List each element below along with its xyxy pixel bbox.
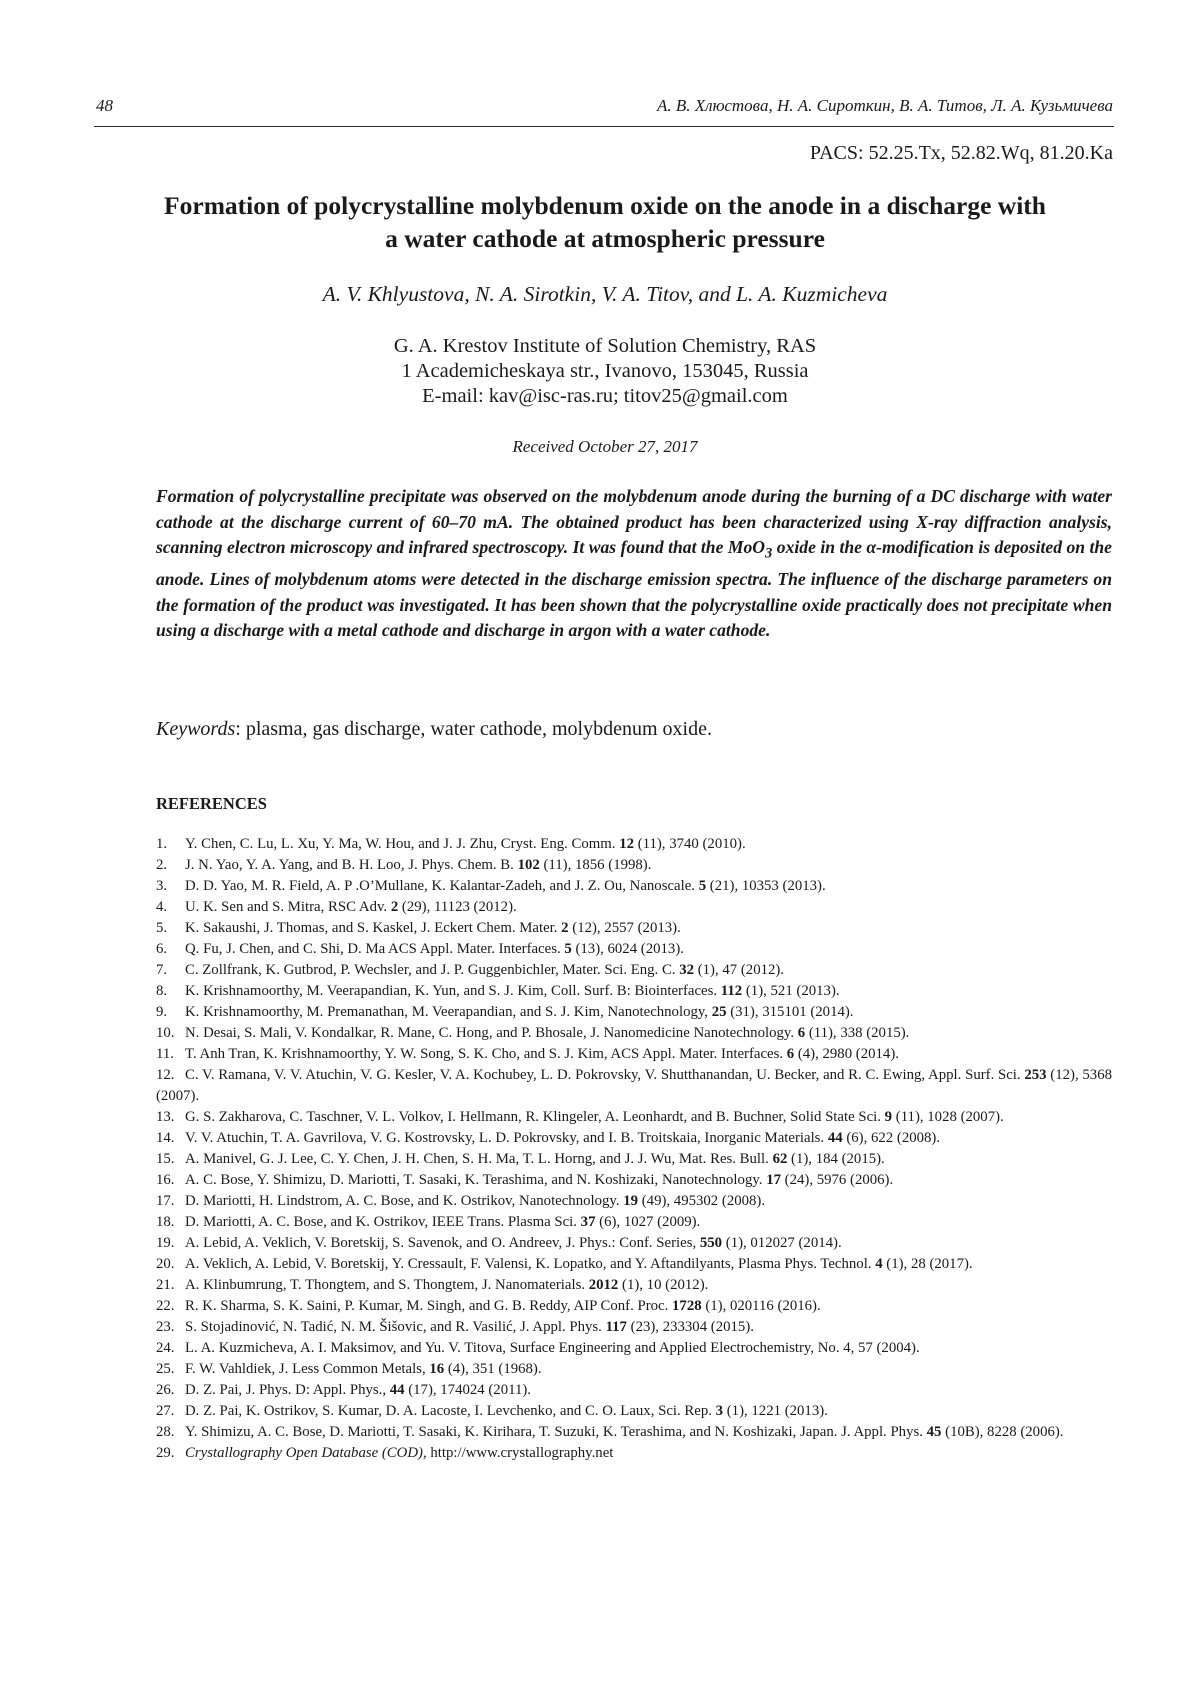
reference-volume: 102 (517, 857, 540, 873)
reference-details: http://www.crystallography.net (426, 1445, 614, 1461)
reference-item (156, 1359, 1112, 1380)
email: E-mail: kav@isc-ras.ru; titov25@gmail.com (422, 385, 788, 407)
reference-volume: 6 (786, 1046, 795, 1062)
reference-number: 19. (156, 1235, 175, 1251)
reference-volume: 117 (605, 1319, 627, 1335)
keywords (156, 715, 1112, 743)
references-list (156, 834, 1112, 1464)
reference-text: D. Mariotti, A. C. Bose, and K. Ostrikov, IEEE Trans. Plasma Sci. (185, 1214, 581, 1230)
reference-number: 1. (156, 836, 168, 852)
reference-item (156, 1275, 1112, 1296)
reference-number: 29. (156, 1445, 175, 1461)
reference-number: 21. (156, 1277, 175, 1293)
reference-text: K. Krishnamoorthy, M. Veerapandian, K. Yun, and S. J. Kim, Coll. Surf. B: Biointerfaces. (185, 983, 721, 999)
reference-item (156, 834, 1112, 855)
title-line: a water cathode at atmospheric pressure (385, 224, 825, 253)
reference-text: C. V. Ramana, V. V. Atuchin, V. G. Kesler, V. A. Kochubey, L. D. Pokrovsky, V. Shutthanandan, U. Becker, and R. C. Ewing, Appl. Surf. Sci. (185, 1067, 1025, 1083)
reference-text: A. Lebid, A. Veklich, V. Boretskij, S. Savenok, and O. Andreev, J. Phys.: Conf. Series, (185, 1235, 700, 1251)
reference-details: (1), 020116 (2016). (701, 1298, 821, 1314)
paper-title (90, 189, 1120, 255)
reference-text: Y. Shimizu, A. C. Bose, D. Mariotti, T. Sasaki, K. Kirihara, T. Suzuki, K. Terashima, and N. Koshizaki, Japan. J. Appl. Phys. (185, 1424, 927, 1440)
author-list: A. V. Khlyustova, N. A. Sirotkin, V. A. Titov, and L. A. Kuzmicheva (322, 282, 888, 306)
reference-item (156, 981, 1112, 1002)
reference-details: (24), 5976 (2006). (780, 1172, 894, 1188)
reference-volume: 44 (827, 1130, 843, 1146)
address: 1 Academicheskaya str., Ivanovo, 153045, Russia (401, 360, 809, 382)
reference-number: 4. (156, 899, 168, 915)
page-number: 48 (96, 96, 113, 115)
reference-number: 22. (156, 1298, 175, 1314)
reference-details: (12), 5368 (2007). (156, 1067, 1112, 1104)
reference-volume: 62 (772, 1151, 788, 1167)
reference-volume: 1728 (672, 1298, 702, 1314)
reference-details: (31), 315101 (2014). (726, 1004, 854, 1020)
reference-volume: 45 (926, 1424, 942, 1440)
reference-text: J. N. Yao, Y. A. Yang, and B. H. Loo, J. Phys. Chem. B. (185, 857, 518, 873)
reference-text: L. A. Kuzmicheva, A. I. Maksimov, and Yu. V. Titova, Surface Engineering and Applied Electrochemistry, No. 4, 57 (2004). (185, 1340, 920, 1356)
reference-item (156, 855, 1112, 876)
reference-item (156, 1149, 1112, 1170)
institute: G. A. Krestov Institute of Solution Chemistry, RAS (393, 335, 817, 357)
reference-text: D. Z. Pai, K. Ostrikov, S. Kumar, D. A. Lacoste, I. Levchenko, and C. O. Laux, Sci. Rep. (185, 1403, 716, 1419)
reference-details: (11), 1028 (2007). (892, 1109, 1004, 1125)
reference-item (156, 918, 1112, 939)
reference-text: D. Z. Pai, J. Phys. D: Appl. Phys., (185, 1382, 390, 1398)
reference-item (156, 1023, 1112, 1044)
reference-item (156, 1191, 1112, 1212)
reference-number: 24. (156, 1340, 175, 1356)
reference-number: 27. (156, 1403, 175, 1419)
reference-item (156, 1296, 1112, 1317)
reference-item (156, 1044, 1112, 1065)
reference-item (156, 1107, 1112, 1128)
reference-number: 26. (156, 1382, 175, 1398)
reference-text: C. Zollfrank, K. Gutbrod, P. Wechsler, and J. P. Guggenbichler, Mater. Sci. Eng. C. (185, 962, 680, 978)
reference-details: (1), 521 (2013). (742, 983, 840, 999)
reference-number: 13. (156, 1109, 175, 1125)
reference-details: (1), 184 (2015). (787, 1151, 885, 1167)
reference-text: A. Veklich, A. Lebid, V. Boretskij, Y. Cressault, F. Valensi, K. Lopatko, and Y. Aftandilyants, Plasma Phys. Technol. (185, 1256, 876, 1272)
reference-text: K. Krishnamoorthy, M. Premanathan, M. Veerapandian, and S. J. Kim, Nanotechnology, (185, 1004, 712, 1020)
reference-details: (12), 2557 (2013). (568, 920, 681, 936)
reference-item (156, 1065, 1112, 1107)
reference-item (156, 1380, 1112, 1401)
reference-item (156, 876, 1112, 897)
reference-text: D. Mariotti, H. Lindstrom, A. C. Bose, and K. Ostrikov, Nanotechnology. (185, 1193, 624, 1209)
reference-text: A. Manivel, G. J. Lee, C. Y. Chen, J. H. Chen, S. H. Ma, T. L. Horng, and J. J. Wu, Mat. Res. Bull. (185, 1151, 773, 1167)
running-authors: А. В. Хлюстова, Н. А. Сироткин, В. А. Титов, Л. А. Кузьмичева (657, 96, 1113, 115)
reference-number: 5. (156, 920, 168, 936)
reference-number: 23. (156, 1319, 175, 1335)
reference-text: K. Sakaushi, J. Thomas, and S. Kaskel, J. Eckert Chem. Mater. (185, 920, 562, 936)
received-date: Received October 27, 2017 (512, 437, 698, 456)
reference-text: A. C. Bose, Y. Shimizu, D. Mariotti, T. Sasaki, K. Terashima, and N. Koshizaki, Nanotechnology. (185, 1172, 767, 1188)
reference-volume: 9 (884, 1109, 893, 1125)
abstract-part-2: oxide in the α-modification is deposited on the anode. Lines of molybdenum atoms were detected in the discharge emission spectra. The influence of the discharge parameters on the formation of the product was investigated. It has been shown that the polycrystalline oxide practically does not precipitate when using a discharge with a metal cathode and discharge in argon with a water cathode. (156, 537, 1112, 641)
reference-details: (21), 10353 (2013). (706, 878, 826, 894)
reference-number: 8. (156, 983, 168, 999)
reference-details: (10B), 8228 (2006). (941, 1424, 1064, 1440)
reference-number: 18. (156, 1214, 175, 1230)
title-line: Formation of polycrystalline molybdenum oxide on the anode in a discharge with (164, 191, 1046, 220)
reference-text: G. S. Zakharova, C. Taschner, V. L. Volkov, I. Hellmann, R. Klingeler, A. Leonhardt, and B. Buchner, Solid State Sci. (185, 1109, 885, 1125)
reference-volume: 19 (623, 1193, 639, 1209)
reference-volume: 2 (390, 899, 399, 915)
reference-number: 7. (156, 962, 168, 978)
reference-volume: 17 (766, 1172, 781, 1188)
reference-volume: 44 (389, 1382, 405, 1398)
reference-volume: 32 (679, 962, 695, 978)
reference-item (156, 1002, 1112, 1023)
reference-number: 10. (156, 1025, 175, 1041)
reference-number: 2. (156, 857, 168, 873)
reference-number: 20. (156, 1256, 175, 1272)
reference-volume: 3 (715, 1403, 724, 1419)
reference-details: (6), 1027 (2009). (595, 1214, 701, 1230)
pacs-codes: PACS: 52.25.Tx, 52.82.Wq, 81.20.Ka (809, 142, 1113, 164)
reference-text: D. D. Yao, M. R. Field, A. P .O’Mullane, K. Kalantar-Zadeh, and J. Z. Ou, Nanoscale. (185, 878, 699, 894)
reference-number: 16. (156, 1172, 175, 1188)
reference-volume: 253 (1024, 1067, 1047, 1083)
reference-text: A. Klinbumrung, T. Thongtem, and S. Thongtem, J. Nanomaterials. (185, 1277, 589, 1293)
reference-number: 28. (156, 1424, 175, 1440)
reference-number: 6. (156, 941, 168, 957)
reference-item (156, 960, 1112, 981)
reference-number: 12. (156, 1067, 175, 1083)
abstract (156, 484, 1112, 644)
reference-details: (29), 11123 (2012). (398, 899, 517, 915)
reference-volume: 5 (698, 878, 707, 894)
reference-item (156, 1422, 1112, 1443)
reference-volume: 2 (561, 920, 569, 936)
reference-number: 9. (156, 1004, 168, 1020)
reference-details: (49), 495302 (2008). (638, 1193, 766, 1209)
reference-details: (23), 233304 (2015). (626, 1319, 754, 1335)
reference-text: U. K. Sen and S. Mitra, RSC Adv. (185, 899, 391, 915)
reference-number: 11. (156, 1046, 174, 1062)
reference-details: (1), 47 (2012). (694, 962, 785, 978)
reference-source: Crystallography Open Database (COD), (185, 1445, 427, 1461)
reference-text: V. V. Atuchin, T. A. Gavrilova, V. G. Kostrovsky, L. D. Pokrovsky, and I. B. Troitskaia, Inorganic Materials. (185, 1130, 828, 1146)
reference-details: (11), 3740 (2010). (634, 836, 746, 852)
reference-number: 3. (156, 878, 168, 894)
reference-item (156, 1254, 1112, 1275)
references-heading: REFERENCES (156, 794, 267, 813)
reference-number: 15. (156, 1151, 175, 1167)
reference-volume: 550 (699, 1235, 723, 1251)
reference-volume: 25 (711, 1004, 727, 1020)
reference-details: (11), 338 (2015). (805, 1025, 910, 1041)
reference-volume: 4 (875, 1256, 883, 1272)
reference-item (156, 897, 1112, 918)
reference-text: F. W. Vahldiek, J. Less Common Metals, (185, 1361, 430, 1377)
reference-item (156, 1401, 1112, 1422)
keywords-label: Keywords (156, 718, 236, 740)
keywords-text: : plasma, gas discharge, water cathode, molybdenum oxide. (235, 718, 712, 740)
reference-number: 14. (156, 1130, 175, 1146)
reference-item (156, 1233, 1112, 1254)
reference-volume: 37 (580, 1214, 596, 1230)
reference-details: (4), 2980 (2014). (794, 1046, 899, 1062)
reference-details: (1), 1221 (2013). (723, 1403, 828, 1419)
reference-details: (1), 28 (2017). (882, 1256, 973, 1272)
abstract-part-1: Formation of polycrystalline precipitate was observed on the molybdenum anode during the burning of a DC discharge with water cathode at the discharge current of 60–70 mA. The obtained product has been characterized using X-ray diffraction analysis, scanning electron microscopy and infrared spectroscopy. It was found that the MoO (156, 486, 1112, 557)
reference-details: (11), 1856 (1998). (539, 857, 652, 873)
reference-volume: 12 (619, 836, 634, 852)
reference-details: (1), 10 (2012). (618, 1277, 709, 1293)
reference-text: R. K. Sharma, S. K. Saini, P. Kumar, M. Singh, and G. B. Reddy, AIP Conf. Proc. (185, 1298, 673, 1314)
reference-details: (6), 622 (2008). (842, 1130, 941, 1146)
abstract-subscript: 3 (765, 545, 773, 562)
affiliation (90, 334, 1120, 409)
reference-item (156, 1212, 1112, 1233)
running-header (96, 93, 1113, 119)
reference-volume: 16 (429, 1361, 445, 1377)
reference-text: Y. Chen, C. Lu, L. Xu, Y. Ma, W. Hou, and J. J. Zhu, Cryst. Eng. Comm. (185, 836, 620, 852)
reference-item (156, 939, 1112, 960)
reference-volume: 6 (797, 1025, 806, 1041)
reference-details: (13), 6024 (2013). (571, 941, 684, 957)
reference-number: 17. (156, 1193, 175, 1209)
reference-item (156, 1170, 1112, 1191)
reference-item (156, 1338, 1112, 1359)
reference-text: S. Stojadinović, N. Tadić, N. M. Šišovic, and R. Vasilić, J. Appl. Phys. (185, 1319, 606, 1335)
reference-volume: 5 (564, 941, 572, 957)
reference-item (156, 1443, 1112, 1464)
reference-details: (17), 174024 (2011). (404, 1382, 531, 1398)
header-rule (94, 126, 1114, 127)
reference-details: (1), 012027 (2014). (722, 1235, 842, 1251)
reference-details: (4), 351 (1968). (444, 1361, 542, 1377)
reference-text: N. Desai, S. Mali, V. Kondalkar, R. Mane, C. Hong, and P. Bhosale, J. Nanomedicine Nanotechnology. (185, 1025, 798, 1041)
reference-text: T. Anh Tran, K. Krishnamoorthy, Y. W. Song, S. K. Cho, and S. J. Kim, ACS Appl. Mater. Interfaces. (185, 1046, 787, 1062)
reference-item (156, 1317, 1112, 1338)
reference-number: 25. (156, 1361, 175, 1377)
reference-text: Q. Fu, J. Chen, and C. Shi, D. Ma ACS Appl. Mater. Interfaces. (185, 941, 565, 957)
reference-volume: 2012 (588, 1277, 619, 1293)
reference-volume: 112 (720, 983, 743, 999)
reference-item (156, 1128, 1112, 1149)
